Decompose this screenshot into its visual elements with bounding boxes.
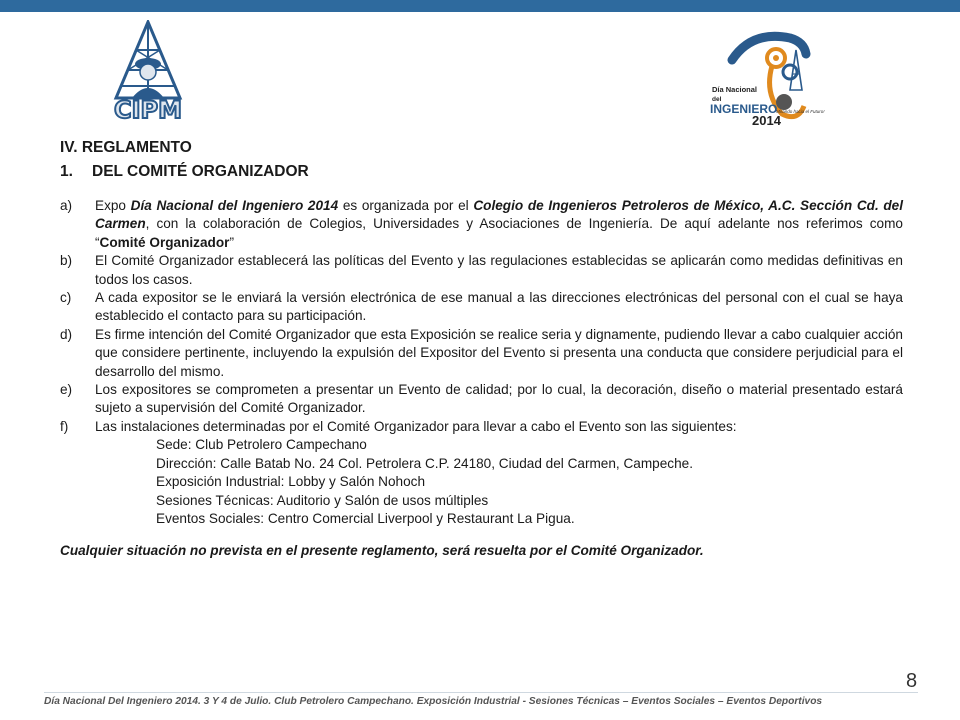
section-heading: IV. REGLAMENTO (60, 139, 192, 156)
top-bar (0, 0, 960, 12)
footer-divider (44, 692, 918, 693)
svg-text:Mirando hacia el Futuro!: Mirando hacia el Futuro! (776, 109, 825, 114)
list-item: d) Es firme intención del Comité Organizador que esta Exposición se realice seria y dignamente, pudiendo llevar a cabo cualquier acción que considere pertinente, incluyendo la expulsión del Expositor del Evento si presenta una conducta que considere perjudicial para el desarrollo del mismo. (60, 326, 903, 379)
cipm-logo-text: CIPM (113, 96, 183, 122)
list-item: f) Las instalaciones determinadas por el Comité Organizador para llevar a cabo el Evento son las siguientes: (60, 418, 737, 434)
svg-text:del: del (712, 96, 722, 103)
cipm-logo (98, 20, 198, 122)
location-line: Eventos Sociales: Centro Comercial Liverpool y Restaurant La Pigua. (156, 510, 575, 526)
svg-text:2014: 2014 (752, 113, 781, 128)
item-a-text: Expo Día Nacional del Ingeniero 2014 es organizada por el Colegio de Ingenieros Petroleros de México, A.C. Sección Cd. del Carmen, con la colaboración de Colegios, Universidades y Asociaciones de Ingeniería. De aquí adelante nos referimos como “Comité Organizador” (95, 198, 904, 250)
page-number: 8 (906, 670, 918, 692)
footer-text: Día Nacional Del Ingeniero 2014. 3 Y 4 de Julio. Club Petrolero Campechano. Exposición Industrial - Sesiones Técnicas – Eventos Sociales – Eventos Deportivos (44, 696, 823, 707)
svg-text:Día Nacional: Día Nacional (712, 85, 758, 94)
list-item: c) A cada expositor se le enviará la versión electrónica de ese manual a las direcciones electrónicas del personal con el cual se haya establecido el contacto para su participación. (60, 290, 903, 324)
svg-text:INGENIERO: INGENIERO (710, 102, 778, 116)
location-line: Sede: Club Petrolero Campechano (156, 437, 367, 453)
reglamento-content (60, 138, 903, 561)
list-item: e) Los expositores se comprometen a presentar un Evento de calidad; por lo cual, la decoración, diseño o material presentado estará sujeto a supervisión del Comité Organizador. (60, 382, 903, 416)
location-line: Sesiones Técnicas: Auditorio y Salón de usos múltiples (156, 492, 489, 508)
location-line: Exposición Industrial: Lobby y Salón Nohoch (156, 474, 426, 490)
location-line: Dirección: Calle Batab No. 24 Col. Petrolera C.P. 24180, Ciudad del Carmen, Campeche. (156, 455, 693, 471)
subsection-heading: 1. DEL COMITÉ ORGANIZADOR (60, 163, 309, 180)
dia-ingeniero-logo (694, 24, 836, 132)
list-item: a) Expo Día Nacional del Ingeniero 2014 es organizada por el Colegio de Ingenieros Petroleros de México, A.C. Sección Cd. del Carmen, con la colaboración de Colegios, Universidades y Asociaciones de Ingeniería. De aquí adelante nos referimos como “Comité Organizador” (60, 197, 903, 252)
list-item: b) El Comité Organizador establecerá las políticas del Evento y las regulaciones establecidas se aplicarán como medidas definitivas en todos los casos. (60, 253, 903, 287)
closing-statement: Cualquier situación no prevista en el presente reglamento, será resuelta por el Comité Organizador. (60, 543, 704, 559)
